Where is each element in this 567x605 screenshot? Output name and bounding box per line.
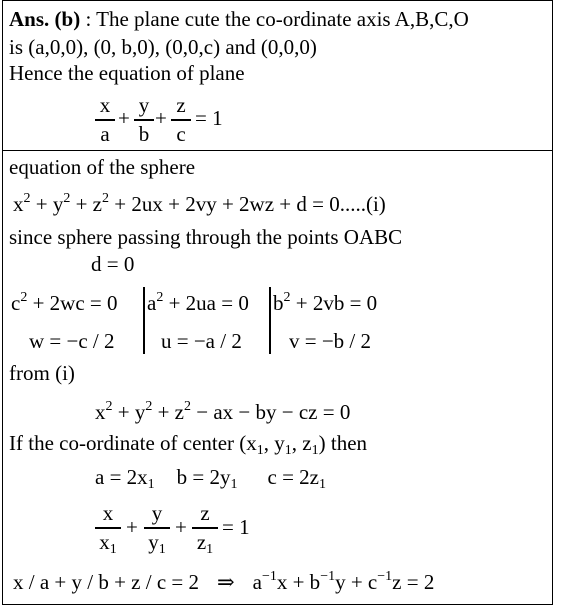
term-rest: − ax − by − cz = 0 <box>191 400 351 424</box>
subscript: 1 <box>311 443 319 458</box>
term-y: + y <box>30 192 64 216</box>
rest: + 2ua = 0 <box>163 291 249 315</box>
numerator: y <box>138 93 150 117</box>
answer-line-3: Hence the equation of plane <box>9 61 245 85</box>
denominator: c <box>176 121 186 146</box>
solution-line-3: since sphere passing through the points OABC <box>9 225 403 249</box>
implies-arrow: ⇒ <box>217 570 235 594</box>
exponent: 2 <box>105 399 113 414</box>
subscript: 1 <box>158 541 166 557</box>
answer-line-2: is (a,0,0), (0, b,0), (0,0,c) and (0,0,0) <box>9 35 317 59</box>
plus-sign: + <box>118 106 130 130</box>
center-text: If the co-ordinate of center (x <box>9 431 257 455</box>
term: y + c <box>335 570 378 594</box>
numerator: z <box>200 501 210 525</box>
subscript: 1 <box>206 541 214 557</box>
answer-label: Ans. (b) <box>9 7 81 31</box>
plus-sign: + <box>175 515 187 539</box>
rest: + 2vb = 0 <box>290 291 378 315</box>
b-relation: b = 2y <box>176 465 231 489</box>
plus-sign: + <box>126 515 138 539</box>
w-solution: w = −c / 2 <box>29 329 115 353</box>
denominator <box>144 529 170 557</box>
center-text: , z <box>291 431 312 455</box>
fraction-bar <box>95 119 115 121</box>
solution-box <box>2 150 553 605</box>
d-equation: d = 0 <box>91 252 135 276</box>
u-solution: u = −a / 2 <box>161 329 242 353</box>
exponent: 2 <box>23 191 31 206</box>
term: x + b <box>276 570 321 594</box>
fraction-z-over-z1 <box>192 501 218 557</box>
fraction-bar <box>171 119 191 121</box>
center-text: , y <box>263 431 285 455</box>
answer-intro: : The plane cute the co-ordinate axis A,B,C,O <box>80 7 469 31</box>
exponent: 2 <box>184 399 192 414</box>
subscript: 1 <box>147 477 155 492</box>
base: b <box>273 291 284 315</box>
denominator: b <box>138 121 150 146</box>
denominator <box>192 529 218 557</box>
answer-line-1 <box>9 9 469 30</box>
term: z = 2 <box>392 570 435 594</box>
a-relation: a = 2x <box>95 465 148 489</box>
subscript: 1 <box>109 541 117 557</box>
term-x: x <box>13 192 24 216</box>
from-i: from (i) <box>9 361 75 385</box>
equals-one: = 1 <box>222 515 250 539</box>
column-divider <box>269 287 271 354</box>
exponent: 2 <box>102 191 110 206</box>
center-statement <box>9 431 368 458</box>
exponent: 2 <box>145 399 153 414</box>
term-y: + y <box>112 400 146 424</box>
v-solution: v = −b / 2 <box>289 329 372 353</box>
fraction-bar <box>95 527 121 529</box>
sphere-equation <box>13 191 386 216</box>
numerator: z <box>176 93 186 117</box>
final-equation <box>13 569 435 594</box>
denominator: a <box>100 121 110 146</box>
fraction-x-over-a <box>95 95 115 145</box>
exponent: 2 <box>283 290 291 305</box>
term-rest: + 2ux + 2vy + 2wz + d = 0.....(i) <box>109 192 386 216</box>
exponent: −1 <box>261 569 277 584</box>
base: a <box>252 570 262 594</box>
denominator <box>95 529 121 557</box>
base: a <box>147 291 157 315</box>
term-x: x <box>95 400 106 424</box>
exponent: 2 <box>63 191 71 206</box>
subscript: 1 <box>284 443 292 458</box>
subscript: 1 <box>230 477 238 492</box>
exponent: −1 <box>377 569 393 584</box>
plus-sign: + <box>155 106 167 130</box>
term-z: + z <box>70 192 103 216</box>
base: z <box>196 529 207 554</box>
b-equation <box>273 290 378 315</box>
result-equation <box>95 399 351 424</box>
c-equation <box>11 290 118 315</box>
fraction-z-over-c <box>171 95 191 145</box>
answer-box <box>2 0 553 151</box>
base: y <box>148 529 159 554</box>
a-equation <box>147 290 249 315</box>
fraction-bar <box>134 119 154 121</box>
c-relation: c = 2z <box>267 465 320 489</box>
exponent: 2 <box>20 290 28 305</box>
fraction-y-over-b <box>134 95 154 145</box>
numerator: y <box>151 501 163 525</box>
numerator: x <box>102 501 114 525</box>
exponent: −1 <box>320 569 336 584</box>
fraction-x-over-x1 <box>95 501 121 557</box>
exponent: 2 <box>156 290 164 305</box>
center-text: ) then <box>318 431 368 455</box>
rest: + 2wc = 0 <box>27 291 118 315</box>
fraction-y-over-y1 <box>144 501 170 557</box>
equals-one: = 1 <box>195 106 223 130</box>
column-divider <box>143 287 145 354</box>
fraction-bar <box>192 527 218 529</box>
base: c <box>11 291 21 315</box>
base: x <box>99 529 110 554</box>
solution-line-1: equation of the sphere <box>9 155 196 179</box>
subscript: 1 <box>319 477 327 492</box>
numerator: x <box>99 93 111 117</box>
fraction-bar <box>144 527 170 529</box>
subscript: 1 <box>256 443 264 458</box>
final-lhs: x / a + y / b + z / c = 2 <box>13 570 199 594</box>
abc-relations <box>95 465 327 492</box>
term-z: + z <box>152 400 185 424</box>
